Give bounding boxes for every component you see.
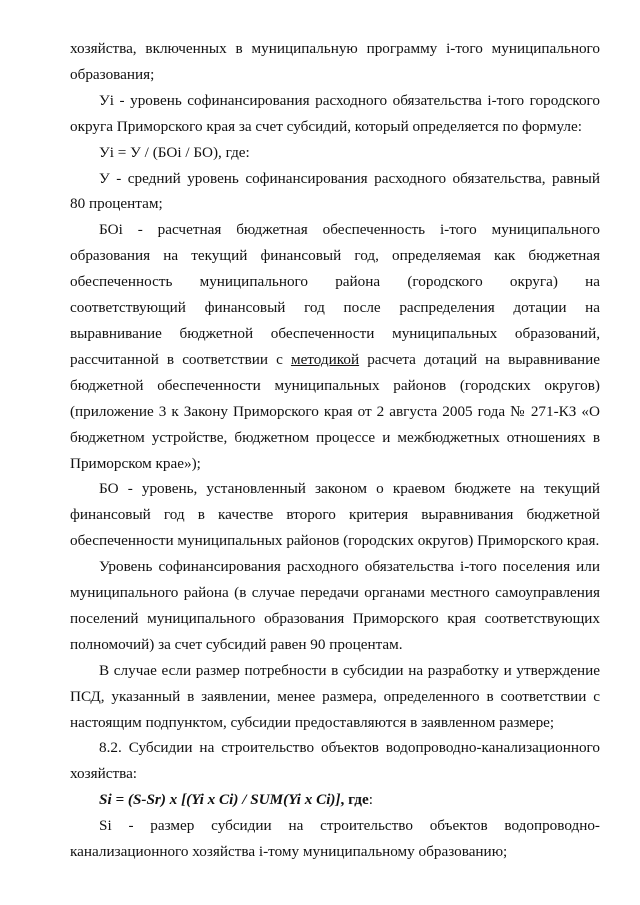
methodology-link[interactable]: методикой [290, 350, 360, 368]
formula-yi: Уi = У / (БОi / БО), где: [99, 143, 250, 161]
paragraph-si-definition: Si - размер субсидии на строительство объектов водопроводно-канализационного хозяйства i-тому муниципальному образованию; [70, 817, 600, 861]
formula-si-colon: : [368, 791, 373, 809]
paragraph-y-definition: У - средний уровень софинансирования расходного обязательства, равный 80 процентам; [70, 169, 600, 213]
paragraph-bo-definition: БО - уровень, установленный законом о краевом бюджете на текущий финансовый год в качестве второго критерия выравнивания бюджетной обеспеченности муниципальных районов (городских округов) Приморского края. [70, 480, 600, 550]
paragraph-psd-subsidy: В случае если размер потребности в субсидии на разработку и утверждение ПСД, указанный в заявлении, менее размера, определенного в соответствии с настоящим подпунктом, субсидии предоставляются в заявленном размере; [70, 661, 600, 731]
section-8-2-heading: 8.2. Субсидии на строительство объектов водопроводно-канализационного хозяйства: [70, 739, 600, 783]
paragraph-yi-definition: Уi - уровень софинансирования расходного обязательства i-того городского округа Приморского края за счет субсидий, который определяется по формуле: [70, 91, 600, 135]
formula-si [70, 787, 600, 813]
paragraph-cofinancing-level: Уровень софинансирования расходного обязательства i-того поселения или муниципального района (в случае передачи органами местного самоуправления поселений муниципального образования Приморского края соответствующих полномочий) за счет субсидий равен 90 процентам. [70, 558, 600, 653]
formula-si-expression: Si = (S-Sr) x [(Yi x Ci) / SUM(Yi x Ci)] [99, 791, 341, 809]
formula-si-where: , где [340, 791, 369, 809]
paragraph-boi-definition [70, 217, 600, 476]
paragraph-continuation: хозяйства, включенных в муниципальную программу i-того муниципального образования; [70, 40, 600, 83]
boi-text-before: БОi - расчетная бюджетная обеспеченность i-того муниципального образования на текущий финансовый год, определяемая как бюджетная обеспеченность муниципального района (городского округа) на соответствующий финансовый год после распределения дотации на выравнивание бюджетной обеспеченности муниципальных образований, рассчитанной в соответствии с [70, 221, 600, 368]
boi-text-after: расчета дотаций на выравнивание бюджетной обеспеченности муниципальных районов (городских округов) (приложение 3 к Закону Приморского края от 2 августа 2005 года № 271-КЗ «О бюджетном устройстве, бюджетном процессе и межбюджетных отношениях в Приморском крае»); [70, 350, 600, 472]
